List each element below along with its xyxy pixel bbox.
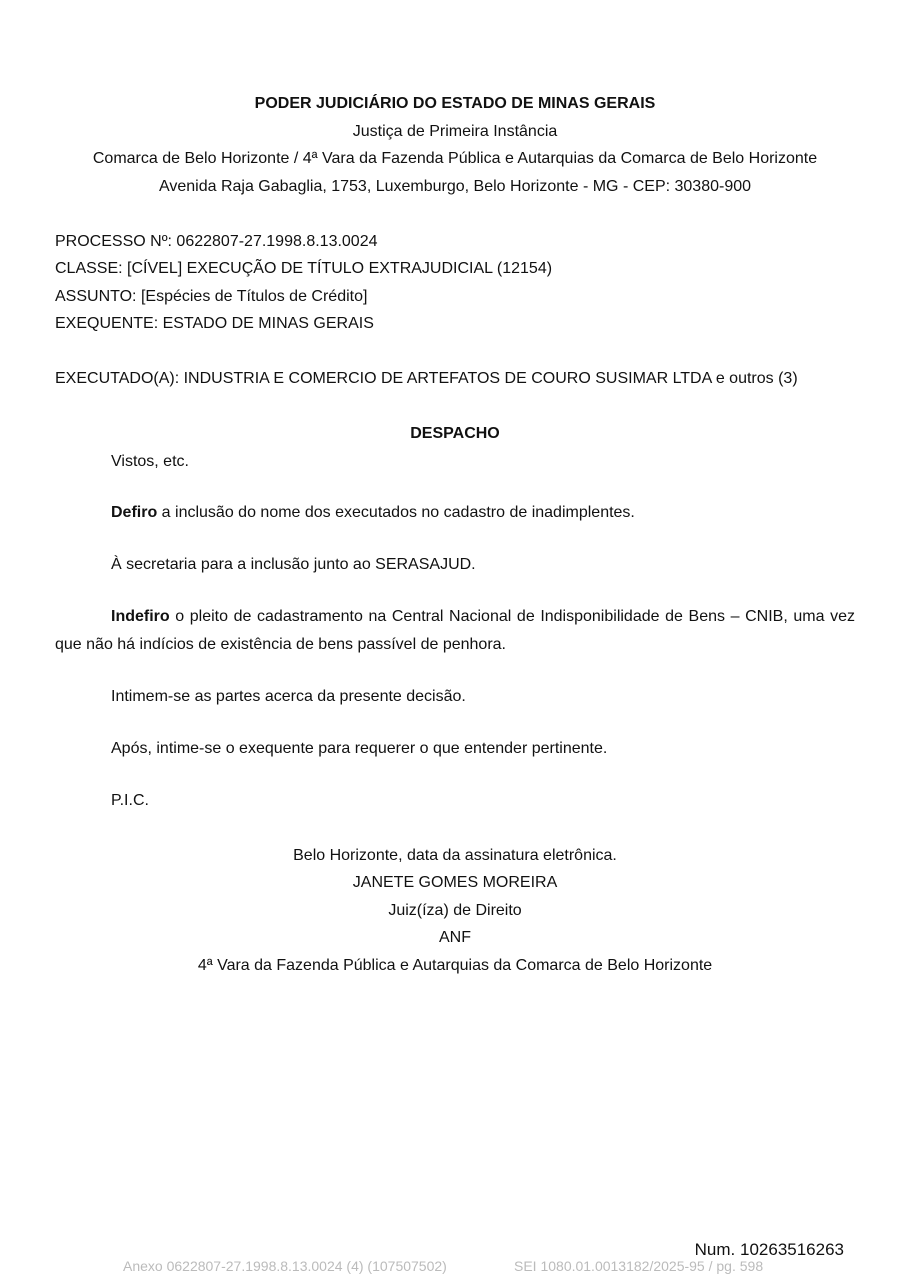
vistos-paragraph: Vistos, etc. xyxy=(111,453,189,470)
defiro-keyword: Defiro xyxy=(111,504,158,521)
signature-vara: 4ª Vara da Fazenda Pública e Autarquias da Comarca de Belo Horizonte xyxy=(197,957,713,974)
apos-paragraph: Após, intime-se o exequente para requerer o que entender pertinente. xyxy=(111,740,608,757)
despacho-title: DESPACHO xyxy=(410,425,500,442)
process-number: PROCESSO Nº: 0622807-27.1998.8.13.0024 xyxy=(55,233,378,250)
pic-paragraph: P.I.C. xyxy=(111,792,149,809)
secretaria-paragraph: À secretaria para a inclusão junto ao SERASAJUD. xyxy=(111,556,476,573)
signature-place-date: Belo Horizonte, data da assinatura eletrônica. xyxy=(293,847,617,864)
defiro-text: a inclusão do nome dos executados no cadastro de inadimplentes. xyxy=(157,504,635,521)
comarca-line: Comarca de Belo Horizonte / 4ª Vara da Fazenda Pública e Autarquias da Comarca de Belo Horizonte xyxy=(92,150,818,167)
process-class: CLASSE: [CÍVEL] EXECUÇÃO DE TÍTULO EXTRAJUDICIAL (12154) xyxy=(55,260,553,277)
defiro-paragraph xyxy=(111,503,635,523)
signature-role: Juiz(íza) de Direito xyxy=(388,902,522,919)
instance-line: Justiça de Primeira Instância xyxy=(352,123,558,140)
intimem-paragraph: Intimem-se as partes acerca da presente decisão. xyxy=(111,688,466,705)
indefiro-paragraph xyxy=(55,603,855,659)
address-line: Avenida Raja Gabaglia, 1753, Luxemburgo, Belo Horizonte - MG - CEP: 30380-900 xyxy=(158,178,752,195)
indefiro-text: o pleito de cadastramento na Central Nacional de Indisponibilidade de Bens – CNIB, uma vez que não há indícios de existência de bens passível de penhora. xyxy=(55,608,855,653)
process-executado: EXECUTADO(A): INDUSTRIA E COMERCIO DE ARTEFATOS DE COURO SUSIMAR LTDA e outros (3) xyxy=(55,370,798,387)
document-number: Num. 10263516263 xyxy=(694,1240,844,1259)
signature-name: JANETE GOMES MOREIRA xyxy=(352,874,558,891)
signature-initials: ANF xyxy=(439,929,471,946)
court-heading: PODER JUDICIÁRIO DO ESTADO DE MINAS GERAIS xyxy=(254,95,656,112)
sei-footer: SEI 1080.01.0013182/2025-95 / pg. 598 xyxy=(514,1258,764,1274)
process-exequente: EXEQUENTE: ESTADO DE MINAS GERAIS xyxy=(55,315,374,332)
process-subject: ASSUNTO: [Espécies de Títulos de Crédito] xyxy=(55,288,368,305)
anexo-footer: Anexo 0622807-27.1998.8.13.0024 (4) (107507502) xyxy=(123,1258,447,1274)
indefiro-keyword: Indefiro xyxy=(111,608,170,625)
